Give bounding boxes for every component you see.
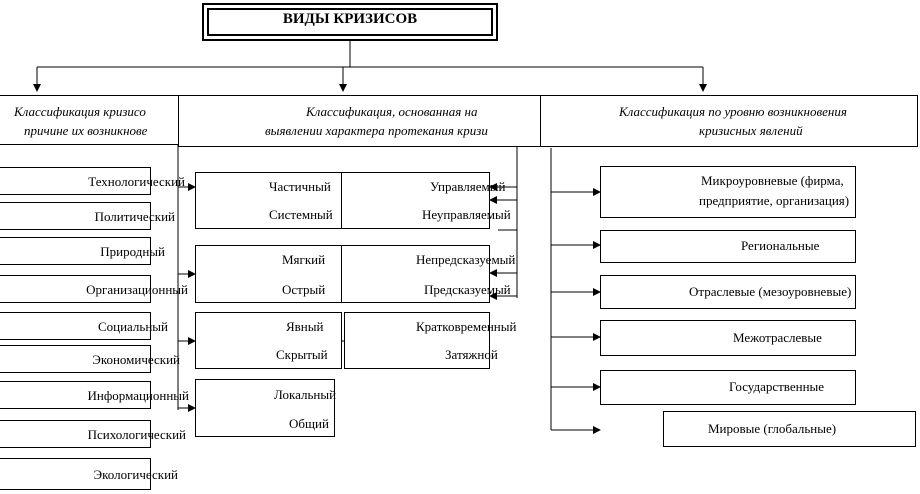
header-by-course-line1: Классификация, основанная на [306,104,478,119]
course-pair-bottom: Острый [282,282,326,297]
level-item-label: Мировые (глобальные) [708,421,837,436]
level-item [600,166,856,218]
level-item [600,275,856,309]
diagram-title: ВИДЫ КРИЗИСОВ [282,11,418,27]
header-by-cause [0,95,179,145]
level-item-line1: Микроуровневые (фирма, [701,173,844,188]
list-item [0,312,168,340]
course-pair-box [195,172,342,229]
course-pair-box [341,245,516,303]
course-pair-bottom: Неуправляемый [422,207,511,222]
course-pair-bottom: Предсказуемый [424,282,511,297]
course-pair-top: Частичный [269,179,331,194]
level-item-label: Межотраслевые [733,330,822,345]
list-item [0,345,180,373]
cause-item-label: Социальный [97,319,168,334]
course-pair-box [344,312,517,369]
level-item [600,320,856,356]
cause-item-label: Экологический [93,467,178,482]
course-pair-top: Явный [286,319,324,334]
cause-item-label: Экономический [92,352,180,367]
list-item [0,237,165,265]
header-by-course [178,95,544,147]
header-by-level-line2: кризисных явлений [699,123,803,138]
list-item [0,167,185,195]
cause-item-label: Психологический [87,427,186,442]
course-pair-top: Кратковременный [416,319,517,334]
header-by-cause-line1: Классификация кризисо [14,104,146,119]
list-item [0,458,178,490]
diagram-title-box [202,3,498,41]
course-pair-top: Локальный [274,387,337,402]
header-by-cause-line2: причине их возникнове [24,123,148,138]
level-item [600,230,856,263]
cause-item-label: Природный [100,244,165,259]
level-item [663,411,916,447]
cause-item-label: Информационный [87,388,189,403]
list-item [0,420,186,448]
list-item [0,381,189,409]
header-by-level [540,95,918,147]
level-item-label: Государственные [729,379,825,394]
course-pair-bottom: Системный [269,207,333,222]
course-pair-bottom: Затяжной [445,347,498,362]
level-item-line2: предприятие, организация) [699,193,850,208]
level-item [600,370,856,405]
course-pair-bottom: Общий [289,416,329,431]
cause-item-label: Технологический [88,174,185,189]
header-by-course-line2: выявлении характера протекания кризи [265,123,488,138]
level-item-label: Отраслевые (мезоуровневые) [689,284,852,299]
level-item-label: Региональные [741,238,820,253]
course-pair-box [341,172,511,229]
course-pair-top: Управляемый [430,179,506,194]
list-item [0,202,175,230]
course-pair-box [195,379,335,437]
course-pair-box [195,245,342,303]
course-pair-box [195,312,342,369]
course-pair-top: Мягкий [282,252,326,267]
cause-item-label: Политический [94,209,175,224]
course-pair-top: Непредсказуемый [416,252,516,267]
course-pair-bottom: Скрытый [276,347,328,362]
header-by-level-line1: Классификация по уровню возникновения [619,104,847,119]
list-item [0,275,188,303]
cause-item-label: Организационный [86,282,188,297]
